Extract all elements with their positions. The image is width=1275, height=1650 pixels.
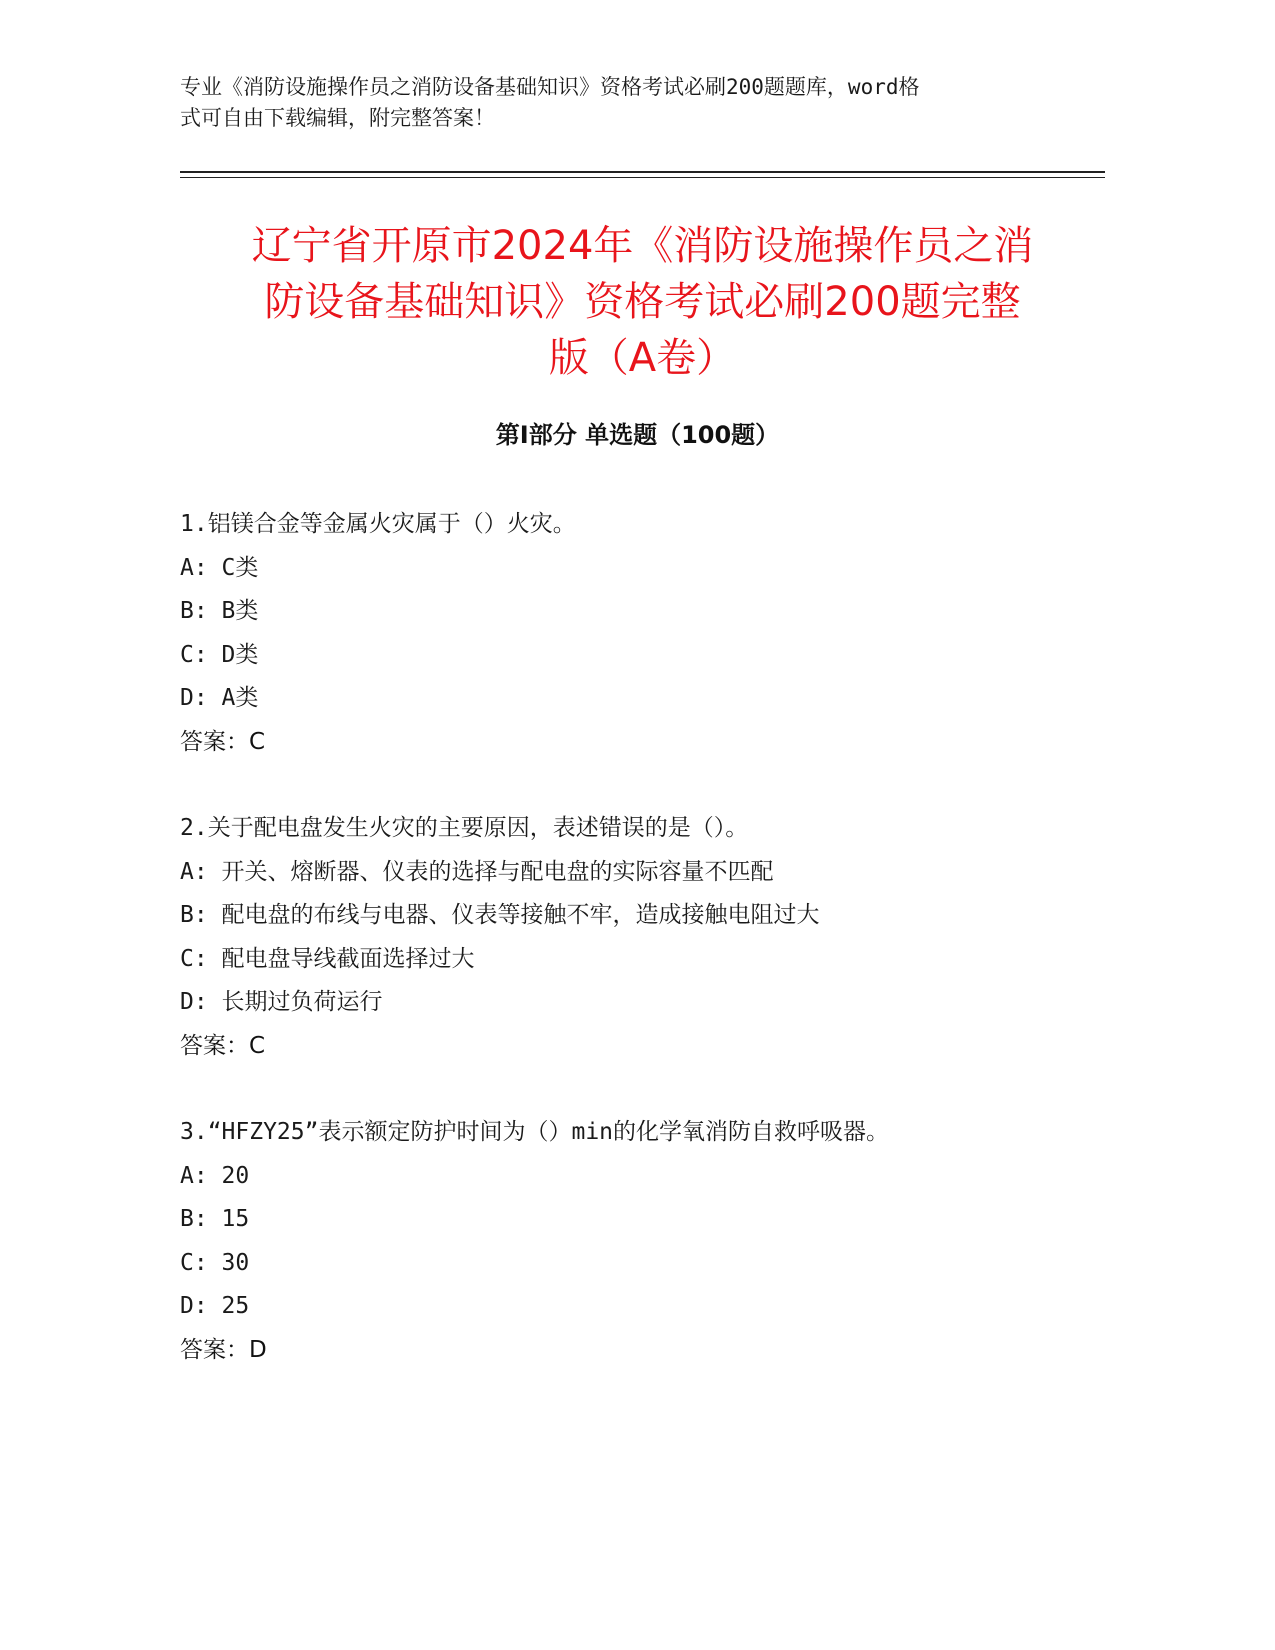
option-a: A: C类: [180, 554, 259, 581]
question-stem: 1.铝镁合金等金属火灾属于（）火灾。: [180, 511, 576, 537]
question-1: [180, 503, 1110, 764]
question-stem: 2.关于配电盘发生火灾的主要原因，表述错误的是（）。: [180, 815, 749, 841]
option-b: B: 15: [180, 1206, 250, 1232]
header-divider-thick: [180, 171, 1105, 173]
title-line-1: 辽宁省开原市2024年《消防设施操作员之消: [251, 223, 1034, 269]
title-line-3: 版（A卷）: [548, 335, 737, 381]
answer: 答案：C: [180, 728, 266, 755]
option-c: C: 30: [180, 1249, 250, 1276]
question-2: [180, 807, 1110, 1068]
header-divider-thin: [180, 177, 1105, 178]
header-note: [180, 72, 1050, 134]
option-d: D: 25: [180, 1293, 250, 1319]
header-note-line-2: 式可自由下载编辑，附完整答案！: [180, 106, 495, 130]
option-d: D: A类: [180, 685, 259, 711]
answer: 答案：D: [180, 1336, 267, 1363]
answer: 答案：C: [180, 1032, 266, 1059]
option-a: A: 开关、熔断器、仪表的选择与配电盘的实际容量不匹配: [180, 858, 774, 885]
option-d: D: 长期过负荷运行: [180, 989, 383, 1015]
question-3: [180, 1111, 1110, 1372]
option-c: C: 配电盘导线截面选择过大: [180, 945, 475, 972]
option-b: B: B类: [180, 598, 259, 624]
section-heading: 第Ⅰ部分 单选题（100题）: [495, 421, 780, 449]
document-title: [170, 218, 1115, 386]
header-note-line-1: 专业《消防设施操作员之消防设备基础知识》资格考试必刷200题题库，word格: [180, 75, 920, 99]
option-a: A: 20: [180, 1162, 250, 1189]
title-line-2: 防设备基础知识》资格考试必刷200题完整: [264, 279, 1021, 325]
question-list: [180, 503, 1110, 1415]
question-stem: 3.“HFZY25”表示额定防护时间为（）min的化学氧消防自救呼吸器。: [180, 1119, 890, 1145]
option-c: C: D类: [180, 641, 259, 668]
option-b: B: 配电盘的布线与电器、仪表等接触不牢，造成接触电阻过大: [180, 902, 820, 928]
